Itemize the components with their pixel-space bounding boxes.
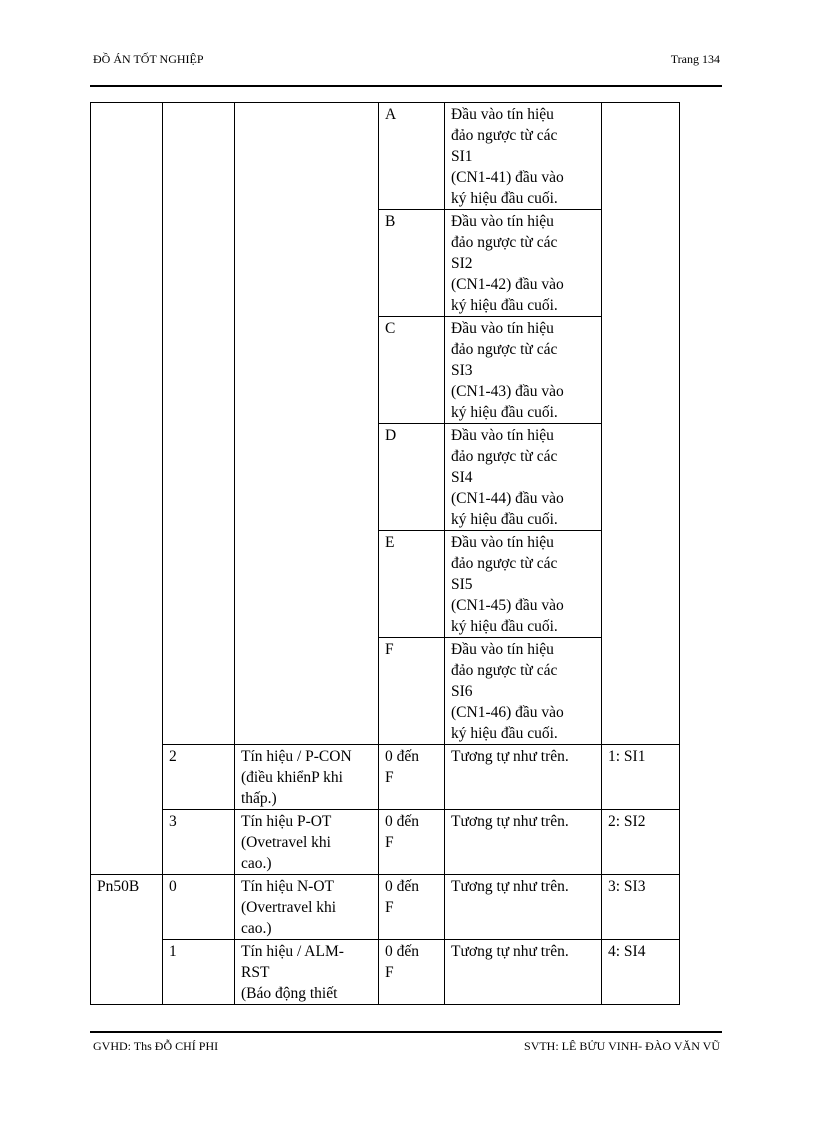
- table-row: [91, 810, 680, 875]
- description-cell: Tương tự như trên.: [445, 875, 602, 940]
- setting-code: A: [379, 103, 445, 210]
- table-row: [91, 875, 680, 940]
- document-title: ĐỒ ÁN TỐT NGHIỆP: [93, 52, 204, 66]
- default-cell-empty: [602, 103, 680, 745]
- digit-cell: 0: [163, 875, 235, 940]
- page-footer: [93, 1039, 720, 1059]
- range-cell: 0 đến F: [379, 875, 445, 940]
- digit-cell: 2: [163, 745, 235, 810]
- setting-description: Đầu vào tín hiệu đảo ngược từ các SI3 (CN1-43) đầu vào ký hiệu đầu cuối.: [445, 317, 602, 424]
- digit-cell: 3: [163, 810, 235, 875]
- description-cell: Tương tự như trên.: [445, 940, 602, 1005]
- page-number: Trang 134: [670, 52, 720, 66]
- default-cell: 3: SI3: [602, 875, 680, 940]
- digit-cell-empty: [163, 103, 235, 745]
- param-cell: Pn50B: [91, 875, 163, 1005]
- default-cell: 4: SI4: [602, 940, 680, 1005]
- default-cell: 1: SI1: [602, 745, 680, 810]
- signal-cell: Tín hiệu / ALM- RST (Báo động thiết: [235, 940, 379, 1005]
- setting-description: Đầu vào tín hiệu đảo ngược từ các SI4 (CN1-44) đầu vào ký hiệu đầu cuối.: [445, 424, 602, 531]
- description-cell: Tương tự như trên.: [445, 810, 602, 875]
- students-label: SVTH: LÊ BỬU VINH- ĐÀO VĂN VŨ: [524, 1039, 720, 1053]
- setting-description: Đầu vào tín hiệu đảo ngược từ các SI1 (CN1-41) đầu vào ký hiệu đầu cuối.: [445, 103, 602, 210]
- table-row: [91, 103, 680, 210]
- range-cell: 0 đến F: [379, 810, 445, 875]
- setting-description: Đầu vào tín hiệu đảo ngược từ các SI6 (CN1-46) đầu vào ký hiệu đầu cuối.: [445, 638, 602, 745]
- supervisor-label: GVHD: Ths ĐỖ CHÍ PHI: [93, 1039, 219, 1053]
- page-header: [93, 52, 720, 72]
- signal-cell-empty: [235, 103, 379, 745]
- digit-cell: 1: [163, 940, 235, 1005]
- setting-code: B: [379, 210, 445, 317]
- param-cell-empty: [91, 103, 163, 875]
- setting-description: Đầu vào tín hiệu đảo ngược từ các SI2 (CN1-42) đầu vào ký hiệu đầu cuối.: [445, 210, 602, 317]
- range-cell: 0 đến F: [379, 745, 445, 810]
- table-row: [91, 745, 680, 810]
- setting-code: C: [379, 317, 445, 424]
- table-row: [91, 940, 680, 1005]
- default-cell: 2: SI2: [602, 810, 680, 875]
- footer-divider: [90, 1031, 722, 1033]
- signal-cell: Tín hiệu P-OT (Ovetravel khi cao.): [235, 810, 379, 875]
- header-divider: [90, 85, 722, 87]
- signal-cell: Tín hiệu / P-CON (điều khiểnP khi thấp.): [235, 745, 379, 810]
- setting-description: Đầu vào tín hiệu đảo ngược từ các SI5 (CN1-45) đầu vào ký hiệu đầu cuối.: [445, 531, 602, 638]
- description-cell: Tương tự như trên.: [445, 745, 602, 810]
- setting-code: D: [379, 424, 445, 531]
- parameter-table: [90, 102, 680, 1005]
- setting-code: F: [379, 638, 445, 745]
- range-cell: 0 đến F: [379, 940, 445, 1005]
- setting-code: E: [379, 531, 445, 638]
- signal-cell: Tín hiệu N-OT (Overtravel khi cao.): [235, 875, 379, 940]
